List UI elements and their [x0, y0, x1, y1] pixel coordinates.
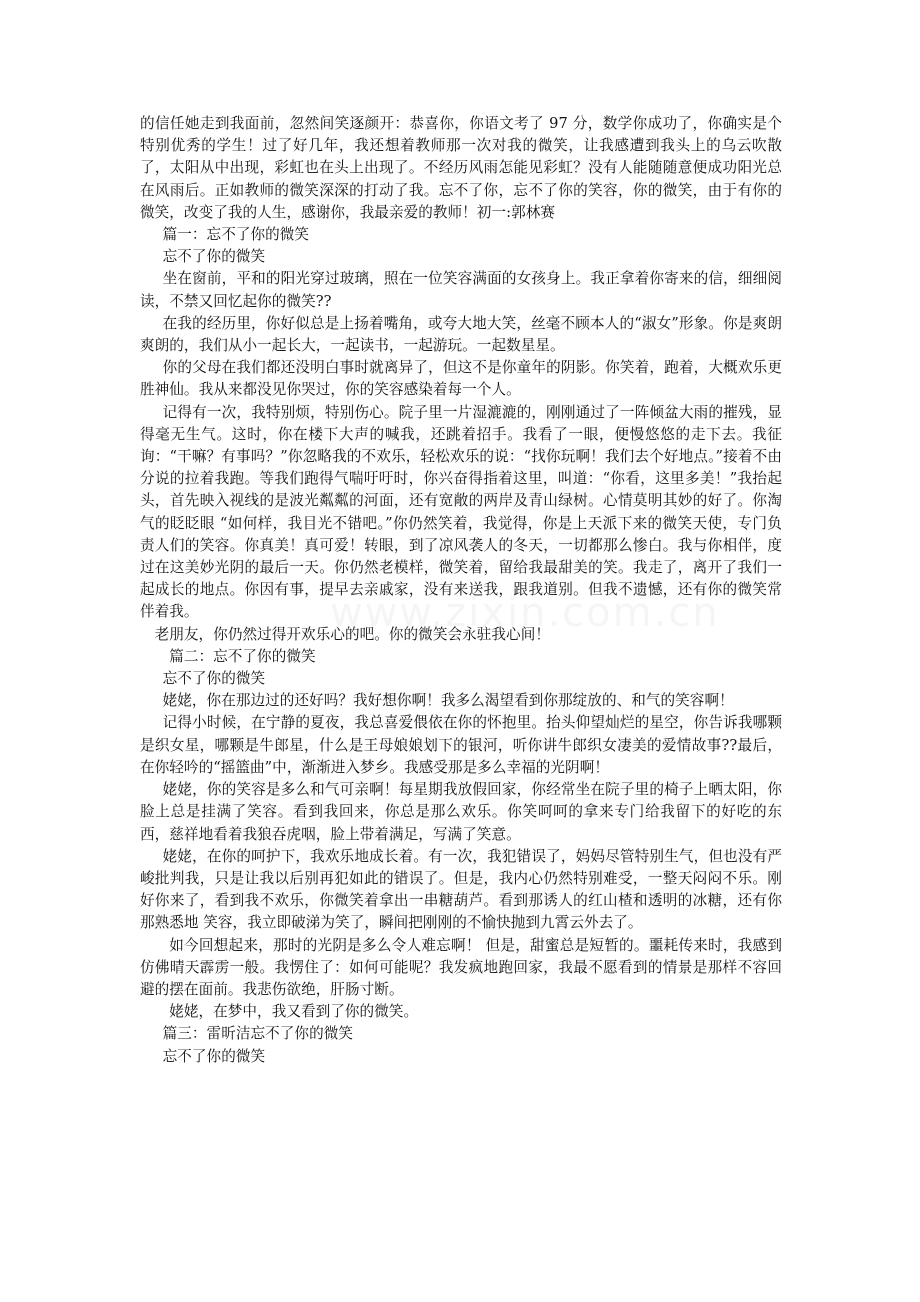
paragraph: 记得有一次，我特别烦，特别伤心。院子里一片湿漉漉的，刚刚通过了一阵倾盆大雨的摧残，显得毫无生气。这时，你在楼下大声的喊我，还跳着招手。我看了一眼，便慢悠悠的走下去。我征询：“干嘛？有事吗？”你忽略我的不欢乐，轻松欢乐的说：“找你玩啊！我们去个好地点。”接着不由分说的拉着我跑。等我们跑得气喘吁吁时，你兴奋得指着这里，叫道：“你看，这里多美！”我抬起头，首先映入视线的是波光粼粼的河面，还有宽敞的两岸及青山绿树。心情莫明其妙的好了。你淘气的眨眨眼 “如何样，我目光不错吧。”你仍然笑着，我觉得，你是上天派下来的微笑天使，专门负责人们的笑容。你真美！真可爱！转眼，到了凉风袭人的冬天，一切都那么惨白。我与你相伴，度过在这美妙光阴的最后一天。你仍然老模样，微笑着，留给我最甜美的笑。我走了，离开了我们一起成长的地点。你因有事，提早去亲戚家，没有来送我，跟我道别。但我不遗憾，还有你的微笑常伴着我。 — [140, 403, 782, 621]
paragraph: 记得小时候，在宁静的夏夜，我总喜爱偎依在你的怀抱里。抬头仰望灿烂的星空，你告诉我哪颗是织女星，哪颗是牛郎星，什么是王母娘娘划下的银河，听你讲牛郎织女凄美的爱情故事??最后，在你轻吟的“摇篮曲”中，渐渐进入梦乡。我感受那是多么幸福的光阴啊！ — [140, 714, 782, 776]
document-body — [140, 113, 782, 1068]
paragraph: 忘不了你的微笑 — [162, 1047, 266, 1065]
paragraph: 篇二：忘不了你的微笑 — [169, 647, 316, 665]
paragraph: 坐在窗前，平和的阳光穿过玻璃，照在一位笑容满面的女孩身上。我正拿着你寄来的信，细细阅读，不禁又回忆起你的微笑?? — [140, 270, 782, 310]
paragraph: 姥姥，在你的呵护下，我欢乐地成长着。有一次，我犯错误了，妈妈尽管特别生气，但也没有严峻批判我，只是让我以后别再犯如此的错误了。但是，我内心仍然特别难受，一整天闷闷不乐。刚好你来了，看到我不欢乐，你微笑着拿出一串糖葫芦。看到那诱人的红山楂和透明的冰糖，还有你那熟悉地 笑容，我立即破涕为笑了，瞬间把刚刚的不愉快抛到九霄云外去了。 — [140, 847, 782, 932]
paragraph: 忘不了你的微笑 — [162, 248, 266, 266]
paragraph: 的信任她走到我面前，忽然间笑逐颜开：恭喜你，你语文考了 97 分，数学你成功了，你确实是个特别优秀的学生！过了好几年，我还想着教师那一次对我的微笑，让我感遭到我头上的乌云吹散了，太阳从中出现，彩虹也在头上出现了。不经历风雨怎能见彩虹？没有人能随随意便成功阳光总在风雨后。正如教师的微笑深深的打动了我。忘不了你，忘不了你的笑容，你的微笑，由于有你的微笑，改变了我的人生，感谢你，我最亲爱的教师！初一:郭林赛 — [140, 115, 782, 221]
paragraph: 姥姥，你的笑容是多么和气可亲啊！每星期我放假回家，你经常坐在院子里的椅子上晒太阳，你脸上总是挂满了笑容。看到我回来，你总是那么欢乐。你笑呵呵的拿来专门给我留下的好吃的东西，慈祥地看着我狼吞虎咽，脸上带着满足，写满了笑意。 — [140, 781, 782, 843]
paragraph: 忘不了你的微笑 — [162, 670, 266, 688]
paragraph: 你的父母在我们都还没明白事时就离异了，但这不是你童年的阴影。你笑着，跑着，大概欢乐更胜神仙。我从来都没见你哭过，你的笑容感染着每一个人。 — [140, 359, 782, 399]
paragraph: 如今回想起来，那时的光阴是多么令人难忘啊！ 但是，甜蜜总是短暂的。噩耗传来时，我感到仿佛晴天霹雳一般。我愣住了：如何可能呢？我发疯地跑回家，我最不愿看到的情景是那样不容回避的摆在面前。我悲伤欲绝，肝肠寸断。 — [140, 936, 782, 998]
paragraph: 篇一：忘不了你的微笑 — [162, 226, 310, 244]
paragraph: 在我的经历里，你好似总是上扬着嘴角，或夸大地大笑，丝毫不顾本人的“淑女”形象。你是爽朗爽朗的，我们从小一起长大，一起读书，一起游玩。一起数星星。 — [140, 314, 782, 355]
paragraph: 姥姥，你在那边过的还好吗？我好想你啊！我多么渴望看到你那绽放的、和气的笑容啊！ — [162, 692, 734, 710]
paragraph: 姥姥，在梦中，我又看到了你的微笑。 — [169, 1003, 419, 1021]
paragraph: 老朋友，你仍然过得开欢乐心的吧。你的微笑会永驻我心间！ — [154, 625, 550, 643]
paragraph: 篇三：雷昕洁忘不了你的微笑 — [162, 1025, 353, 1043]
